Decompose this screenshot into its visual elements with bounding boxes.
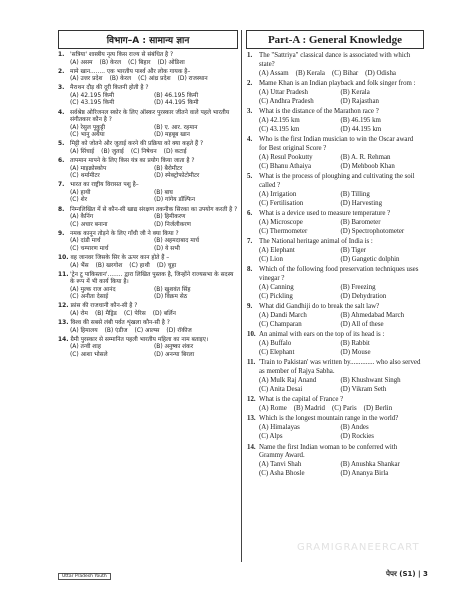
question-item xyxy=(58,141,238,156)
question-number: 4. xyxy=(247,136,253,144)
question-stem xyxy=(247,415,422,424)
answer-option: (B) खुशवंत सिंह xyxy=(154,286,191,293)
question-number: 10. xyxy=(58,255,69,262)
options-list xyxy=(58,287,238,302)
answer-option: (A) दांडी मार्च xyxy=(70,238,101,245)
question-item xyxy=(58,337,238,360)
answer-option: (B) बैरोमीटर xyxy=(154,165,183,172)
question-stem xyxy=(58,85,238,93)
question-stem xyxy=(58,255,238,263)
answer-option: (A) Himalayas xyxy=(259,424,300,432)
answer-option: (D) रॉकीज xyxy=(166,327,192,334)
answer-option: (D) All of these xyxy=(340,320,384,328)
options-list xyxy=(58,344,238,359)
question-item xyxy=(58,69,238,84)
question-item xyxy=(58,85,238,108)
question-item xyxy=(247,266,422,301)
answer-option: (C) हाथी xyxy=(129,262,150,269)
question-item xyxy=(58,272,238,302)
answer-option: (B) केरल xyxy=(109,76,132,83)
question-item xyxy=(58,207,238,230)
answer-option: (C) Asha Bhosle xyxy=(259,469,305,477)
answer-option: (C) Lion xyxy=(259,255,283,263)
question-number: 9. xyxy=(58,230,65,237)
question-text: Which of the following food preservation techniques uses vinegar ? xyxy=(259,266,419,283)
answer-option: (D) Dehydration xyxy=(340,292,387,300)
answer-option: (C) Bihar xyxy=(331,69,359,77)
answer-option: (A) 42.195 किमी xyxy=(70,92,115,99)
answer-option: (D) अनन्या बिरला xyxy=(154,351,195,358)
question-number: 13. xyxy=(58,320,69,327)
answer-option: (D) महबूब खान xyxy=(154,132,190,139)
answer-option: (A) Buffalo xyxy=(259,340,292,348)
answer-option: (D) Spectrophotometer xyxy=(340,227,405,235)
page-footer: पेपर (S1) | 3 xyxy=(386,570,428,578)
options-list xyxy=(58,214,238,229)
answer-option: (D) Vikram Seth xyxy=(340,385,387,393)
question-text: Mame Khan is an Indian playback and folk singer from : xyxy=(259,80,416,88)
answer-option: (A) Canning xyxy=(259,283,294,291)
question-item xyxy=(58,110,238,140)
question-stem xyxy=(247,80,422,89)
question-number: 2. xyxy=(247,80,253,88)
question-stem xyxy=(58,207,238,215)
answer-option: (D) Berlin xyxy=(363,405,393,412)
answer-option: (B) Tilling xyxy=(340,190,370,198)
answer-option: (C) पेरिस xyxy=(123,311,146,318)
answer-option: (B) जुताई xyxy=(101,148,124,155)
answer-option: (C) आंध्र प्रदेश xyxy=(138,76,171,83)
question-item xyxy=(247,303,422,329)
question-number: 5. xyxy=(58,141,65,148)
answer-option: (B) Barometer xyxy=(340,218,381,226)
question-text: Name the first Indian woman to be conferred with Grammy Award. xyxy=(259,443,398,460)
options-list xyxy=(58,93,238,108)
question-number: 8. xyxy=(247,266,253,274)
answer-option: (C) भानु अथैया xyxy=(70,132,105,139)
question-item xyxy=(247,444,422,479)
answer-option: (A) Dandi March xyxy=(259,311,307,319)
question-stem xyxy=(247,52,422,70)
answer-option: (D) Harvesting xyxy=(340,199,383,207)
question-text: भारत का राष्ट्रीय विरासत पशु है– xyxy=(70,182,139,189)
question-number: 3. xyxy=(247,108,253,116)
question-text: वह जानवर जिसके सिर के ऊपर कान होते हैं – xyxy=(70,255,170,262)
question-text: What is the distance of the Marathon race ? xyxy=(259,108,379,116)
options-list xyxy=(58,149,238,157)
question-stem xyxy=(247,238,422,247)
answer-option: (B) मैड्रिड xyxy=(94,311,117,318)
options-list xyxy=(58,190,238,205)
answer-option: (D) Rajasthan xyxy=(340,97,379,105)
answer-option: (D) Gangetic dolphin xyxy=(340,255,400,263)
question-stem xyxy=(58,272,238,287)
answer-option: (A) तन्वी शाह xyxy=(70,344,101,351)
answer-option: (A) 42.195 km xyxy=(259,116,300,124)
question-text: मिट्टी को जोतने और जुताई करने की प्रक्रिया को क्या कहते हैं ? xyxy=(70,141,204,148)
answer-option: (C) Alps xyxy=(259,433,283,441)
options-list xyxy=(247,284,422,302)
answer-option: (A) सिंचाई xyxy=(70,148,95,155)
question-stem xyxy=(247,173,422,191)
answer-option: (D) राजस्थान xyxy=(177,76,208,83)
question-number: 13. xyxy=(247,415,256,423)
answer-option: (A) भैंस xyxy=(70,262,89,269)
question-number: 9. xyxy=(247,303,253,311)
options-list xyxy=(58,311,238,319)
answer-option: (C) अचार बनाना xyxy=(70,221,108,228)
question-stem xyxy=(247,396,422,405)
question-item xyxy=(247,415,422,441)
answer-option: (A) उत्तर प्रदेश xyxy=(70,76,103,83)
question-item xyxy=(58,52,238,67)
question-number: 1. xyxy=(247,52,253,59)
answer-option: (C) Pickling xyxy=(259,292,293,300)
question-item xyxy=(247,52,422,78)
answer-option: (B) Ahmedabad March xyxy=(340,311,405,319)
options-list xyxy=(58,238,238,253)
question-item xyxy=(58,303,238,318)
question-stem xyxy=(247,331,422,340)
question-stem xyxy=(247,210,422,219)
question-stem xyxy=(58,303,238,311)
options-list xyxy=(247,89,422,107)
answer-option: (B) ए. आर. रहमान xyxy=(154,124,198,131)
question-text: The "Sattriya" classical dance is associated with which state? xyxy=(259,52,411,68)
answer-option: (B) Kerala xyxy=(295,69,325,77)
answer-option: (C) Thermometer xyxy=(259,227,308,235)
answer-option: (D) चूहा xyxy=(156,262,177,269)
answer-option: (B) A. R. Rehman xyxy=(340,153,391,161)
question-stem xyxy=(58,52,238,60)
options-list xyxy=(58,263,238,271)
question-text: What did Gandhiji do to break the salt law? xyxy=(259,303,380,311)
answer-option: (C) आल्प्स xyxy=(134,327,160,334)
answer-option: (C) चम्पारण मार्च xyxy=(70,245,109,252)
options-list xyxy=(247,154,422,172)
answer-option: (C) Fertilisation xyxy=(259,199,304,207)
question-item xyxy=(247,238,422,264)
answer-option: (C) Paris xyxy=(331,405,357,412)
answer-option: (B) Khushwant Singh xyxy=(340,376,401,384)
question-number: 12. xyxy=(247,396,256,404)
answer-option: (C) Andhra Pradesh xyxy=(259,97,314,105)
question-text: निम्नलिखित में से कौन-सी खाद्य संरक्षण तकनीक सिरका का उपयोग करती है ? xyxy=(70,206,238,213)
options-list xyxy=(247,377,422,395)
answer-option: (C) थर्मामीटर xyxy=(70,173,100,180)
question-item xyxy=(247,136,422,171)
question-number: 6. xyxy=(247,210,253,218)
question-item xyxy=(247,331,422,357)
answer-option: (A) Uttar Pradesh xyxy=(259,88,308,96)
question-number: 1. xyxy=(58,52,65,58)
answer-option: (B) अनुष्का शंकर xyxy=(154,344,194,351)
question-number: 5. xyxy=(247,173,253,181)
answer-option: (D) निर्जलीकरण xyxy=(154,221,191,228)
question-number: 11. xyxy=(247,359,256,367)
question-number: 3. xyxy=(58,85,65,92)
answer-option: (B) Kerala xyxy=(340,88,370,96)
answer-option: (A) रेसुल पूकुट्टी xyxy=(70,124,106,131)
answer-option: (A) Rome xyxy=(259,405,287,412)
question-text: मैराथन दौड़ की दूरी कितनी होती है ? xyxy=(70,85,149,92)
question-stem xyxy=(247,303,422,312)
question-text: An animal with ears on the top of its head is : xyxy=(259,331,385,339)
question-text: सर्वश्रेष्ठ ओरिजनल स्कोर के लिए ऑस्कर पुरस्कार जीतने वाले पहले भारतीय संगीतकार कौन है ? xyxy=(70,109,230,124)
options-list xyxy=(247,117,422,135)
answer-option: (B) हिमीकरण xyxy=(154,214,186,221)
answer-option: (C) Bhanu Athaiya xyxy=(259,162,312,170)
answer-option: (B) अहमदाबाद मार्च xyxy=(154,238,199,245)
answer-option: (D) Rockies xyxy=(340,433,374,441)
answer-option: (B) एंडीज xyxy=(104,327,128,334)
answer-option: (D) बर्लिन xyxy=(152,311,176,318)
question-text: तापमान मापने के लिए किस यंत्र का प्रयोग किया जाता है ? xyxy=(70,158,195,165)
answer-option: (D) Odisha xyxy=(365,69,396,77)
answer-option: (D) 44.195 किमी xyxy=(154,100,199,107)
question-text: ग्रैमी पुरस्कार से सम्मानित पहली भारतीय महिला का नाम बताइए। xyxy=(70,336,209,343)
question-number: 6. xyxy=(58,158,65,165)
section-header-hindi: विभाग–A : सामान्य ज्ञान xyxy=(58,30,238,49)
answer-option: (D) ये सभी xyxy=(154,245,180,252)
answer-option: (B) 46.195 किमी xyxy=(154,92,199,99)
options-list xyxy=(247,312,422,330)
options-list xyxy=(247,461,422,479)
answer-option: (B) Madrid xyxy=(293,405,325,412)
question-item xyxy=(247,359,422,394)
question-stem xyxy=(247,108,422,117)
answer-option: (C) Elephant xyxy=(259,348,295,356)
answer-option: (A) हिमालय xyxy=(70,327,98,334)
question-stem xyxy=(247,359,422,377)
question-item xyxy=(58,320,238,335)
hindi-question-column xyxy=(58,52,238,361)
question-text: What is a device used to measure temperature ? xyxy=(259,210,391,218)
question-number: 7. xyxy=(58,182,65,189)
answer-option: (D) विक्रम सेठ xyxy=(154,294,188,301)
question-text: The National heritage animal of India is : xyxy=(259,238,373,246)
question-number: 2. xyxy=(58,68,65,75)
publisher-logo: Uttar Pradesh Youth xyxy=(58,573,111,580)
answer-option: (B) Tiger xyxy=(340,246,366,254)
answer-option: (A) Mulk Raj Anand xyxy=(259,376,317,384)
question-stem xyxy=(58,110,238,125)
question-item xyxy=(247,173,422,208)
question-number: 7. xyxy=(247,238,253,246)
answer-option: (C) निषेचन xyxy=(130,148,157,155)
answer-option: (B) Anushka Shankar xyxy=(340,461,400,469)
answer-option: (C) शेर xyxy=(70,197,87,204)
answer-option: (B) Rabbit xyxy=(340,340,370,348)
options-list xyxy=(247,219,422,237)
question-item xyxy=(58,182,238,205)
answer-option: (B) बाघ xyxy=(154,189,173,196)
options-list xyxy=(247,405,422,414)
question-text: Who is the first Indian musician to win the Oscar award for Best original Score ? xyxy=(259,136,414,153)
answer-option: (D) Mehboob Khan xyxy=(340,162,395,170)
question-item xyxy=(58,255,238,270)
question-stem xyxy=(247,444,422,462)
answer-option: (D) ओडिशा xyxy=(157,59,185,66)
question-text: नमक कानून तोड़ने के लिए गाँधी जी ने क्या किया ? xyxy=(70,230,179,237)
question-number: 12. xyxy=(58,303,69,310)
question-item xyxy=(247,108,422,134)
answer-option: (D) कटाई xyxy=(163,148,187,155)
question-text: फ्रांस की राजधानी कौन-सी है ? xyxy=(70,303,138,310)
section-header-english: Part-A : General Knowledge xyxy=(246,30,424,49)
question-text: 'ट्रेन टू पाकिस्तान'........ द्वारा लिखित पुस्तक है, जिन्होंने राज्यसभा के सदस्य के रूप में भी कार्य किया है। xyxy=(70,271,234,286)
answer-option: (A) Assam xyxy=(259,69,289,77)
answer-option: (B) Freezing xyxy=(340,283,376,291)
question-text: 'Train to Pakistan' was written by.............. who also served as member of Rajya Sabha. xyxy=(259,359,421,376)
question-stem xyxy=(58,320,238,328)
question-item xyxy=(58,231,238,254)
english-question-column xyxy=(247,52,422,480)
answer-option: (A) Tanvi Shah xyxy=(259,461,302,469)
question-number: 11. xyxy=(58,271,69,278)
question-stem xyxy=(247,136,422,154)
answer-option: (B) केरल xyxy=(99,59,121,66)
answer-option: (D) स्पेक्ट्रोफोटोमीटर xyxy=(154,173,200,180)
question-stem xyxy=(247,266,422,284)
question-text: What is the process of ploughing and cultivating the soil called ? xyxy=(259,173,415,189)
question-text: मामे खान........ एक भारतीय पार्श्व और लोक गायक है– xyxy=(70,68,191,75)
answer-option: (C) बिहार xyxy=(127,59,151,66)
options-list xyxy=(58,76,238,84)
answer-option: (A) Resul Pookutty xyxy=(259,153,313,161)
question-item xyxy=(247,396,422,414)
question-text: 'सत्रिया' शास्त्रीय नृत्य किस राज्य से संबंधित है ? xyxy=(70,52,174,58)
column-divider xyxy=(241,30,242,562)
options-list xyxy=(58,60,238,68)
question-number: 14. xyxy=(58,336,69,343)
answer-option: (D) Ananya Birla xyxy=(340,469,389,477)
answer-option: (A) हाथी xyxy=(70,189,91,196)
answer-option: (C) 43.195 किमी xyxy=(70,100,115,107)
question-text: Which is the longest mountain range in the world? xyxy=(259,415,399,423)
question-number: 8. xyxy=(58,206,65,213)
question-item xyxy=(247,210,422,236)
question-text: विश्व की सबसे लंबी पर्वत शृंखला कौन-सी है ? xyxy=(70,320,170,327)
answer-option: (C) अनीता देसाई xyxy=(70,294,109,301)
watermark: GRAMIGRANEERCART xyxy=(297,542,420,553)
options-list xyxy=(247,247,422,265)
answer-option: (B) 46.195 km xyxy=(340,116,381,124)
options-list xyxy=(247,424,422,442)
question-stem xyxy=(58,158,238,166)
options-list xyxy=(58,328,238,336)
question-text: What is the capital of France ? xyxy=(259,396,344,404)
question-number: 4. xyxy=(58,109,65,116)
options-list xyxy=(58,166,238,181)
answer-option: (A) कैनिंग xyxy=(70,214,94,221)
answer-option: (D) गांगेय डॉल्फिन xyxy=(154,197,195,204)
question-number: 10. xyxy=(247,331,256,339)
options-list xyxy=(247,340,422,358)
question-item xyxy=(247,80,422,106)
answer-option: (A) रोम xyxy=(70,311,88,318)
answer-option: (C) Champaran xyxy=(259,320,302,328)
answer-option: (C) आशा भोसले xyxy=(70,351,108,358)
answer-option: (A) Microscope xyxy=(259,218,303,226)
answer-option: (A) माइक्रोस्कोप xyxy=(70,165,107,172)
options-list xyxy=(247,70,422,79)
question-stem xyxy=(58,182,238,190)
question-number: 14. xyxy=(247,443,256,451)
answer-option: (D) Mouse xyxy=(340,348,371,356)
answer-option: (C) Anita Desai xyxy=(259,385,303,393)
options-list xyxy=(58,125,238,140)
answer-option: (A) Irrigation xyxy=(259,190,297,198)
answer-option: (A) असम xyxy=(70,59,93,66)
question-item xyxy=(58,158,238,181)
question-stem xyxy=(58,141,238,149)
answer-option: (D) 44.195 km xyxy=(340,125,382,133)
answer-option: (C) 43.195 km xyxy=(259,125,300,133)
options-list xyxy=(247,191,422,209)
answer-option: (B) खरगोश xyxy=(95,262,123,269)
answer-option: (A) Elephant xyxy=(259,246,295,254)
answer-option: (B) Andes xyxy=(340,424,369,432)
answer-option: (A) मुल्क राज आनंद xyxy=(70,286,116,293)
